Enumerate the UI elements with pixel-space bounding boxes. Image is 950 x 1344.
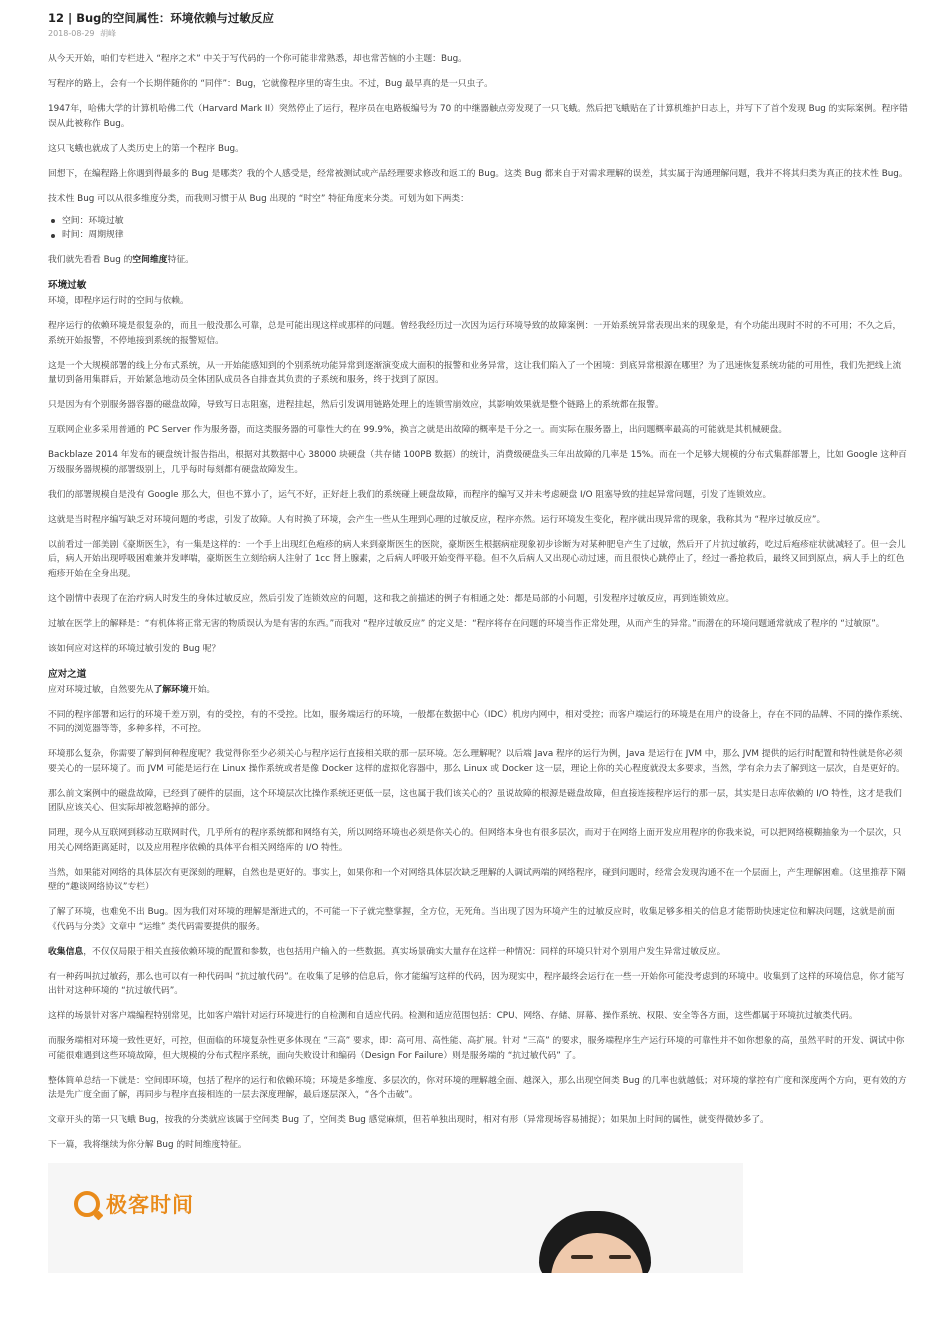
article-author: 胡峰 bbox=[100, 29, 117, 38]
paragraph: 回想下，在编程路上你遇到得最多的 Bug 是哪类？我的个人感受是，经常被测试或产品经理要求修改和返工的 Bug。这类 Bug 都来自于对需求理解的误差，其实属于沟通理解问题，我并不将其归类为真正的技术性 Bug。 bbox=[48, 168, 908, 179]
section-heading: 环境过敏 bbox=[48, 280, 87, 291]
paragraph: 技术性 Bug 可以从很多维度分类，而我则习惯于从 Bug 出现的 “时空” 特征角度来分类。可划为如下两类： bbox=[48, 193, 469, 204]
paragraph: 文章开头的第一只飞蛾 Bug，按我的分类就应该属于空间类 Bug 了，空间类 Bug 感觉麻烦，但若单独出现时，相对有形（异常现场容易捕捉）；如果加上时间的属性，就变得微妙多了。 bbox=[48, 1115, 769, 1125]
geektime-banner bbox=[48, 1163, 743, 1273]
paragraph: 这是一个大规模部署的线上分布式系统，从一开始能感知到的个别系统功能异常到逐渐演变成大面积的报警和业务异常，这让我们陷入了一个困境：到底异常根源在哪里？为了迅速恢复系统功能的可用性，我们先把线上流量切到备用集群后，开始紧急地动员全体团队成员各自排查其负责的子系统和服务，终于找到了原因。 bbox=[48, 360, 902, 385]
paragraph: 而服务端相对环境一致性更好，可控，但面临的环境复杂性更多体现在 “三高” 要求，即：高可用、高性能、高扩展。针对 “三高” 的要求，服务端程序生产运行环境的可靠性并不如你想象的高，虽然平时的开发、调试中你可能很难遇到这些环境故障，但大规模的分布式程序系统，面向失败设计和编码（Design For Failure）则是服务端的 “抗过敏代码” 了。 bbox=[48, 1036, 905, 1061]
paragraph: 该如何应对这样的环境过敏引发的 Bug 呢？ bbox=[48, 643, 221, 654]
paragraph: 了解了环境，也难免不出 Bug。因为我们对环境的理解是渐进式的，不可能一下子就完整掌握，全方位，无死角。当出现了因为环境产生的过敏反应时，收集足够多相关的信息才能帮助快速定位和解决问题，这就是前面《代码与分类》文章中 “运维” 类代码需要提供的服务。 bbox=[48, 907, 895, 932]
paragraph: 程序运行的依赖环境是很复杂的，而且一般没那么可靠，总是可能出现这样或那样的问题。曾经我经历过一次因为运行环境导致的故障案例：一开始系统异常表现出来的现象是，有个功能出现时不时的不可用；不久之后，系统开始报警，不停地接到系统的报警短信。 bbox=[48, 321, 902, 346]
article-date: 2018-08-29 bbox=[48, 29, 95, 38]
paragraph: 那么前文案例中的磁盘故障，已经到了硬件的层面，这个环境层次比操作系统还更低一层，这也属于我们该关心的？虽说故障的根源是磁盘故障，但直接连接程序运行的那一层，其实是日志库依赖的 I/O 特性，这才是我们团队应该关心、但实际却被忽略掉的部分。 bbox=[48, 788, 902, 813]
paragraph: 从今天开始，咱们专栏进入 “程序之术” 中关于写代码的一个你可能非常熟悉，却也常苦恼的小主题：Bug。 bbox=[48, 54, 467, 64]
paragraph: 不同的程序部署和运行的环境千差万别，有的受控，有的不受控。比如，服务端运行的环境，一般都在数据中心（IDC）机房内网中，相对受控；而客户端运行的环境是在用户的设备上，存在不同的品牌、不同的操作系统、不同的浏览器等等，多种多样，不可控。 bbox=[48, 709, 909, 734]
paragraph: 1947年，哈佛大学的计算机哈佛二代（Harvard Mark II）突然停止了运行，程序员在电路板编号为 70 的中继器触点旁发现了一只飞蛾。然后把飞蛾贴在了计算机维护日志上，并写下了首个发现 Bug 的实际案例。程序错误从此被称作 Bug。 bbox=[48, 104, 908, 129]
paragraph: 写程序的路上，会有一个长期伴随你的 “同伴”：Bug，它就像程序里的寄生虫。不过，Bug 最早真的是一只虫子。 bbox=[48, 79, 493, 89]
bullet-list bbox=[48, 214, 910, 243]
geektime-logo-icon bbox=[74, 1191, 100, 1217]
paragraph: 应对环境过敏，自然要先从了解环境开始。 bbox=[48, 684, 216, 695]
paragraph: 下一篇，我将继续为你分解 Bug 的时间维度特征。 bbox=[48, 1140, 247, 1150]
article bbox=[48, 0, 910, 1273]
article-body bbox=[48, 52, 910, 1153]
paragraph: 当然，如果能对网络的具体层次有更深刻的理解，自然也是更好的。事实上，如果你和一个对网络具体层次缺乏理解的人调试两端的网络程序，碰到问题时，经常会发现沟通不在一个层面上，产生理解困难。（这里推荐下隔壁的“趣谈网络协议”专栏） bbox=[48, 867, 906, 892]
article-title: 12 | Bug的空间属性：环境依赖与过敏反应 bbox=[48, 11, 274, 25]
paragraph: 互联网企业多采用普通的 PC Server 作为服务器，而这类服务器的可靠性大约在 99.9%，换言之就是出故障的概率是千分之一。而实际在服务器上，出问题概率最高的可能就是其机械硬盘。 bbox=[48, 425, 788, 435]
paragraph: Backblaze 2014 年发布的硬盘统计报告指出，根据对其数据中心 38000 块硬盘（共存储 100PB 数据）的统计，消费级硬盘头三年出故障的几率是 15%。而在一个足够大规模的分布式集群部署上，比如 Google 这种百万级服务器规模的部署级别上，几乎每时每刻都有硬盘故障发生。 bbox=[48, 450, 907, 475]
paragraph: 这只飞蛾也就成了人类历史上的第一个程序 Bug。 bbox=[48, 143, 244, 154]
paragraph: 有一种药叫抗过敏药，那么也可以有一种代码叫 “抗过敏代码”。在收集了足够的信息后，你才能编写这样的代码，因为现实中，程序最终会运行在一些一开始你可能没考虑到的环境中。收集到了这样的环境信息，你才能写出针对这种环境的 “抗过敏代码”。 bbox=[48, 971, 905, 996]
paragraph: 环境那么复杂，你需要了解到何种程度呢？我觉得你至少必须关心与程序运行直接相关联的那一层环境。怎么理解呢？以后端 Java 程序的运行为例，Java 是运行在 JVM 中，那么 JVM 提供的运行时配置和特性就是你必须要关心的一层环境了。而 JVM 可能是运行在 Linux 操作系统或者是像 Docker 这样的虚拟化容器中，那么 Linux 或 Docker 这一层，理论上你的关心程度就没太多要求，当然，学有余力去了解到这一层次，自是更好的。 bbox=[48, 749, 905, 774]
author-portrait bbox=[511, 1211, 681, 1273]
paragraph: 我们就先看看 Bug 的空间维度特征。 bbox=[48, 255, 194, 265]
section-heading: 应对之道 bbox=[48, 668, 87, 680]
paragraph: 过敏在医学上的解释是：“有机体将正常无害的物质误认为是有害的东西。”而我对 “程序过敏反应” 的定义是：“程序将存在问题的环境当作正常处理，从而产生的异常。”而潜在的环境问题通常就成了程序的 “过敏原”。 bbox=[48, 618, 885, 629]
geektime-logo-text: 极客时间 bbox=[106, 1193, 194, 1217]
paragraph: 这样的场景针对客户端编程特别常见，比如客户端针对运行环境进行的自检测和自适应代码。检测和适应范围包括：CPU、网络、存储、屏幕、操作系统、权限、安全等各方面，这些都属于环境抗过敏类代码。 bbox=[48, 1011, 858, 1021]
paragraph: 环境，即程序运行时的空间与依赖。 bbox=[48, 296, 189, 306]
paragraph: 我们的部署规模自是没有 Google 那么大，但也不算小了，运气不好，正好赶上我们的系统碰上硬盘故障，而程序的编写又并未考虑硬盘 I/O 阻塞导致的挂起异常问题，引发了连锁效应。 bbox=[48, 489, 772, 500]
list-item: 空间：环境过敏 bbox=[60, 214, 910, 229]
paragraph: 这个剧情中表现了在治疗病人时发生的身体过敏反应，然后引发了连锁效应的问题，这和我之前描述的例子有相通之处：都是局部的小问题，引发程序过敏反应，再到连锁效应。 bbox=[48, 593, 735, 604]
geektime-logo bbox=[74, 1189, 194, 1219]
paragraph: 这就是当时程序编写缺乏对环境问题的考虑，引发了故障。人有时换了环境，会产生一些从生理到心理的过敏反应，程序亦然。运行环境发生变化，程序就出现异常的现象，我称其为 “程序过敏反应”。 bbox=[48, 514, 826, 525]
paragraph: 收集信息，不仅仅局限于相关直接依赖环境的配置和参数，也包括用户输入的一些数据。真实场景确实大量存在这样一种情况：同样的环境只针对个别用户发生异常过敏反应。 bbox=[48, 946, 726, 957]
paragraph: 同理，现今从互联网到移动互联网时代，几乎所有的程序系统都和网络有关，所以网络环境也必须是你关心的。但网络本身也有很多层次，而对于在网络上面开发应用程序的你我来说，可以把网络模糊抽象为一个层次，只用关心网络距离延时，以及应用程序依赖的具体平台相关网络库的 I/O 特性。 bbox=[48, 828, 902, 853]
paragraph: 以前看过一部美剧《豪斯医生》，有一集是这样的：一个手上出现红色疱疹的病人来到豪斯医生的医院，豪斯医生根据病症现象初步诊断为对某种肥皂产生了过敏，然后开了片抗过敏药，吃过后疱疹症状就减轻了。但一会儿后，病人开始出现呼吸困难兼并发哮喘，豪斯医生立刻给病人注射了 1cc 肾上腺素，之后病人呼吸开始变得平稳。但不久后病人又出现心动过速，而且很快心跳停止了，经过一番抢救后，最终又回到原点，病人手上的红色疱疹开始在全身出现。 bbox=[48, 539, 906, 579]
paragraph: 整体简单总结一下就是：空间即环境，包括了程序的运行和依赖环境；环境是多维度、多层次的，你对环境的理解越全面、越深入，那么出现空间类 Bug 的几率也就越低；对环境的掌控有广度和深度两个方向，更有效的方法是先广度全面了解，再同步与程序直接相连的一层去深度理解，最后逐层深入，“各个击破”。 bbox=[48, 1075, 907, 1100]
list-item: 时间：周期规律 bbox=[60, 228, 910, 243]
paragraph: 只是因为有个别服务器容器的磁盘故障，导致写日志阻塞，进程挂起，然后引发调用链路处理上的连锁雪崩效应，其影响效果就是整个链路上的系统都在报警。 bbox=[48, 400, 664, 410]
article-meta bbox=[48, 28, 910, 39]
